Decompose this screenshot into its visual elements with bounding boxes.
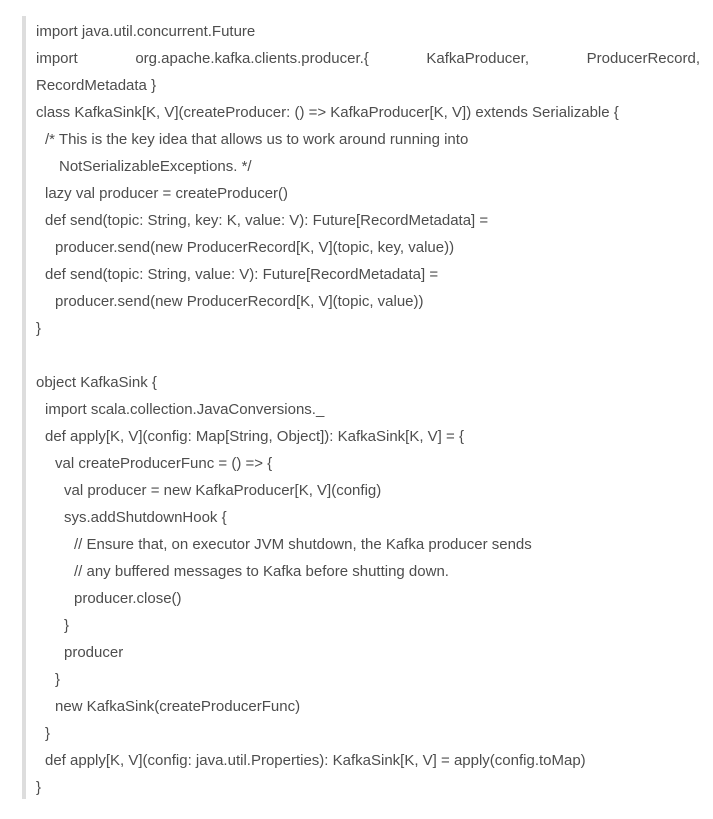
code-line: producer.close() — [74, 590, 182, 607]
code-line: class KafkaSink[K, V](createProducer: () => KafkaProducer[K, V]) extends Serializable { — [36, 104, 619, 121]
code-line: lazy val producer = createProducer() — [45, 185, 289, 202]
code-token: import — [36, 50, 78, 67]
code-line: producer — [64, 644, 124, 661]
code-line: } — [45, 725, 51, 742]
code-token: org.apache.kafka.clients.producer.{ — [135, 50, 369, 67]
code-block — [36, 18, 700, 801]
code-line: def apply[K, V](config: java.util.Properties): KafkaSink[K, V] = apply(config.toMap) — [45, 752, 586, 769]
code-line-justified — [36, 45, 700, 72]
code-line: } — [55, 671, 61, 688]
code-line: def apply[K, V](config: Map[String, Object]): KafkaSink[K, V] = { — [45, 428, 464, 445]
code-line: RecordMetadata } — [36, 77, 157, 94]
code-line: // Ensure that, on executor JVM shutdown, the Kafka producer sends — [74, 536, 532, 553]
code-line: def send(topic: String, value: V): Future[RecordMetadata] = — [45, 266, 439, 283]
code-line: producer.send(new ProducerRecord[K, V](topic, key, value)) — [55, 239, 455, 256]
code-line: import scala.collection.JavaConversions._ — [45, 401, 325, 418]
blockquote-border — [22, 16, 26, 799]
code-line: new KafkaSink(createProducerFunc) — [55, 698, 301, 715]
code-line: /* This is the key idea that allows us to work around running into — [45, 131, 469, 148]
code-line: def send(topic: String, key: K, value: V): Future[RecordMetadata] = — [45, 212, 489, 229]
code-line: NotSerializableExceptions. */ — [59, 158, 252, 175]
code-line: } — [64, 617, 70, 634]
code-token: KafkaProducer, — [426, 50, 529, 67]
code-line: val createProducerFunc = () => { — [55, 455, 273, 472]
code-line-blank — [36, 342, 700, 369]
code-line: val producer = new KafkaProducer[K, V](config) — [64, 482, 382, 499]
code-line: sys.addShutdownHook { — [64, 509, 227, 526]
code-line: } — [36, 320, 42, 337]
code-line: import java.util.concurrent.Future — [36, 23, 256, 40]
code-line: object KafkaSink { — [36, 374, 157, 391]
code-line: producer.send(new ProducerRecord[K, V](topic, value)) — [55, 293, 424, 310]
code-line: } — [36, 779, 42, 796]
code-line: // any buffered messages to Kafka before shutting down. — [74, 563, 449, 580]
code-token: ProducerRecord, — [586, 50, 700, 67]
